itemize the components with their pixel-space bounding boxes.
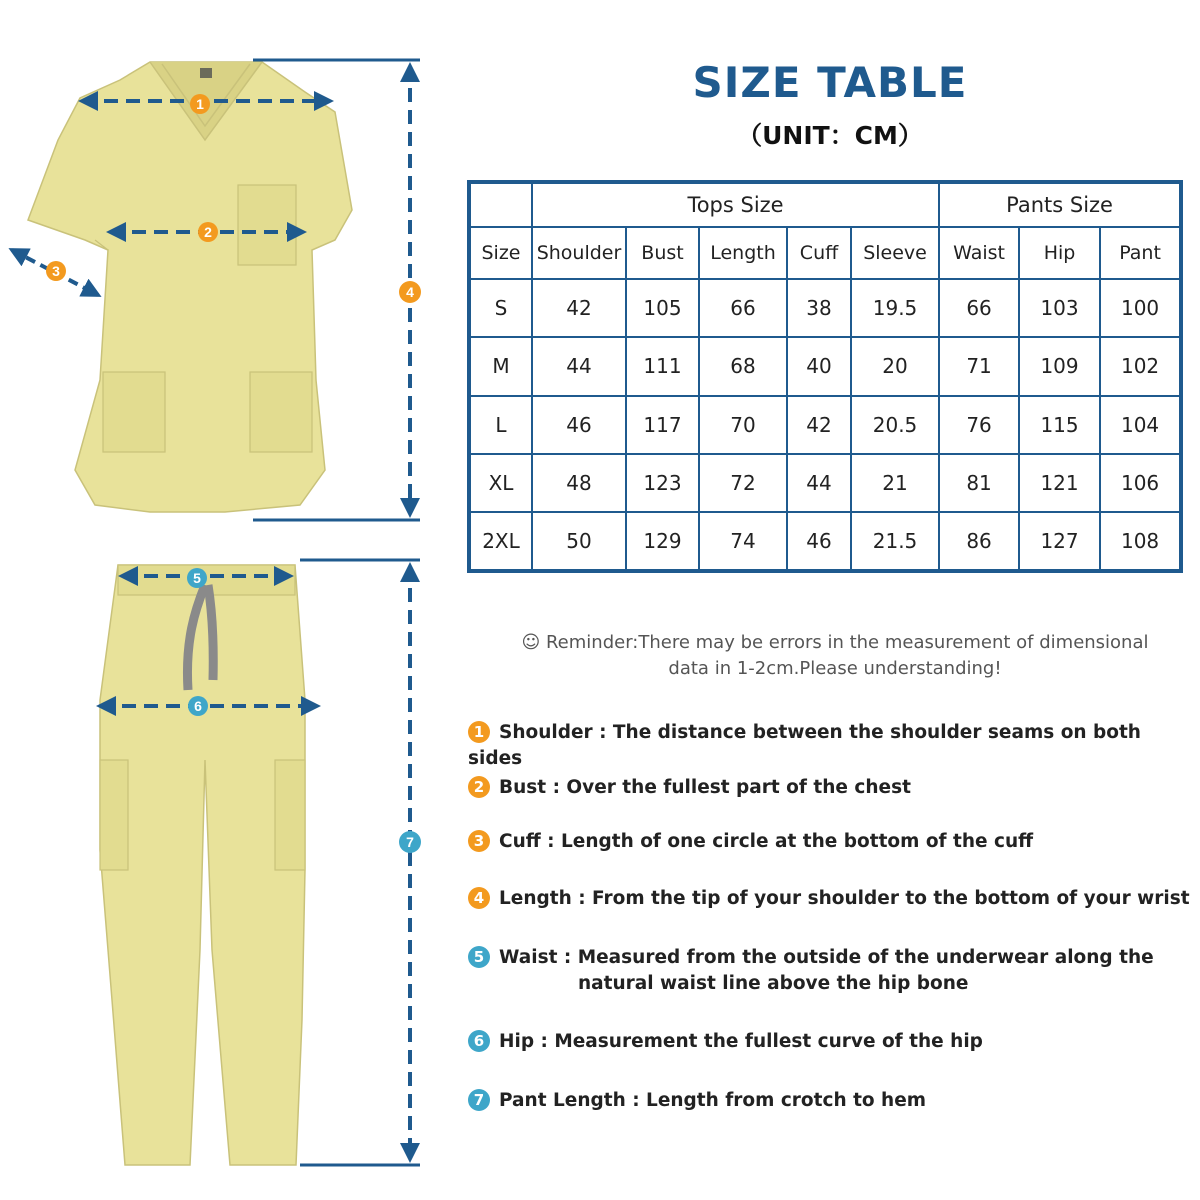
table-cell: 102 bbox=[1100, 337, 1181, 395]
number-badge-icon: 3 bbox=[468, 830, 490, 852]
table-cell: 115 bbox=[1019, 396, 1100, 454]
table-cell: 100 bbox=[1100, 279, 1181, 337]
column-header: Sleeve bbox=[851, 227, 939, 279]
table-cell: 20.5 bbox=[851, 396, 939, 454]
number-badge-icon: 5 bbox=[468, 946, 490, 968]
column-header: Length bbox=[699, 227, 787, 279]
note-text-continued: natural waist line above the hip bone bbox=[578, 973, 969, 994]
table-cell: 38 bbox=[787, 279, 851, 337]
note-length bbox=[468, 886, 1198, 912]
note-text: Cuff : Length of one circle at the bottom of the cuff bbox=[499, 831, 1034, 852]
column-header: Hip bbox=[1019, 227, 1100, 279]
table-row bbox=[469, 512, 1181, 571]
note-text: Waist : Measured from the outside of the underwear along the bbox=[499, 947, 1154, 968]
size-table bbox=[467, 180, 1183, 573]
table-cell: 127 bbox=[1019, 512, 1100, 571]
table-cell: 44 bbox=[787, 454, 851, 512]
number-badge-icon: 1 bbox=[468, 721, 490, 743]
table-cell: 123 bbox=[626, 454, 699, 512]
tops-size-header: Tops Size bbox=[532, 182, 939, 227]
smile-icon: ☺ bbox=[521, 632, 541, 653]
table-cell: 2XL bbox=[469, 512, 532, 571]
table-cell: 74 bbox=[699, 512, 787, 571]
svg-text:4: 4 bbox=[406, 284, 414, 300]
table-cell: 20 bbox=[851, 337, 939, 395]
note-bust bbox=[468, 775, 1198, 801]
note-text: Hip : Measurement the fullest curve of the hip bbox=[499, 1031, 983, 1052]
note-text: Pant Length : Length from crotch to hem bbox=[499, 1090, 927, 1111]
drawstring-right bbox=[208, 585, 213, 680]
note-pant-length bbox=[468, 1088, 1198, 1114]
scrub-top-image bbox=[28, 62, 352, 512]
label-tag bbox=[200, 68, 212, 78]
svg-text:7: 7 bbox=[406, 834, 414, 850]
table-cell: 48 bbox=[532, 454, 626, 512]
column-header: Pant bbox=[1100, 227, 1181, 279]
table-cell: 21.5 bbox=[851, 512, 939, 571]
table-cell: 76 bbox=[939, 396, 1019, 454]
svg-text:1: 1 bbox=[196, 96, 204, 112]
note-text: Shoulder : The distance between the shoulder seams on both sides bbox=[468, 722, 1141, 769]
table-row bbox=[469, 337, 1181, 395]
table-cell: 66 bbox=[939, 279, 1019, 337]
table-cell: 121 bbox=[1019, 454, 1100, 512]
scrub-pants-image bbox=[100, 565, 305, 1165]
reminder-note bbox=[490, 630, 1180, 682]
table-cell: 105 bbox=[626, 279, 699, 337]
table-cell: 19.5 bbox=[851, 279, 939, 337]
table-cell: 42 bbox=[787, 396, 851, 454]
svg-text:2: 2 bbox=[204, 224, 212, 240]
table-cell: 46 bbox=[532, 396, 626, 454]
table-cell: 108 bbox=[1100, 512, 1181, 571]
table-row bbox=[469, 396, 1181, 454]
table-row bbox=[469, 454, 1181, 512]
pant-length-measure bbox=[300, 560, 420, 1165]
column-header: Cuff bbox=[787, 227, 851, 279]
note-waist bbox=[468, 945, 1198, 997]
table-cell: 70 bbox=[699, 396, 787, 454]
table-cell: 46 bbox=[787, 512, 851, 571]
number-badge-icon: 4 bbox=[468, 887, 490, 909]
table-row bbox=[469, 279, 1181, 337]
table-cell: 21 bbox=[851, 454, 939, 512]
table-cell: 50 bbox=[532, 512, 626, 571]
number-badge-icon: 2 bbox=[468, 776, 490, 798]
table-cell: 106 bbox=[1100, 454, 1181, 512]
note-cuff bbox=[468, 829, 1198, 855]
reminder-line-1: Reminder:There may be errors in the measurement of dimensional bbox=[545, 632, 1149, 653]
table-cell: 68 bbox=[699, 337, 787, 395]
page-title: SIZE TABLE bbox=[692, 58, 968, 107]
marker-3 bbox=[46, 261, 66, 281]
table-cell: 44 bbox=[532, 337, 626, 395]
table-cell: 81 bbox=[939, 454, 1019, 512]
svg-text:6: 6 bbox=[194, 698, 202, 714]
table-corner bbox=[469, 182, 532, 227]
table-cell: XL bbox=[469, 454, 532, 512]
table-cell: 104 bbox=[1100, 396, 1181, 454]
svg-text:5: 5 bbox=[193, 570, 201, 586]
table-cell: 71 bbox=[939, 337, 1019, 395]
marker-7 bbox=[399, 831, 421, 853]
marker-6 bbox=[188, 696, 208, 716]
note-text: Bust : Over the fullest part of the chest bbox=[499, 777, 911, 798]
marker-1 bbox=[190, 94, 210, 114]
column-header: Waist bbox=[939, 227, 1019, 279]
reminder-line-2: data in 1-2cm.Please understanding! bbox=[668, 658, 1002, 679]
note-shoulder bbox=[468, 720, 1198, 772]
table-cell: 129 bbox=[626, 512, 699, 571]
column-header: Shoulder bbox=[532, 227, 626, 279]
table-cell: L bbox=[469, 396, 532, 454]
table-cell: 109 bbox=[1019, 337, 1100, 395]
number-badge-icon: 6 bbox=[468, 1030, 490, 1052]
table-cell: 117 bbox=[626, 396, 699, 454]
table-cell: 72 bbox=[699, 454, 787, 512]
table-cell: 103 bbox=[1019, 279, 1100, 337]
column-header: Size bbox=[469, 227, 532, 279]
table-cell: S bbox=[469, 279, 532, 337]
table-cell: 111 bbox=[626, 337, 699, 395]
unit-label: （UNIT：CM） bbox=[737, 121, 923, 150]
svg-text:3: 3 bbox=[52, 263, 60, 279]
marker-5 bbox=[187, 568, 207, 588]
table-cell: 66 bbox=[699, 279, 787, 337]
table-cell: 40 bbox=[787, 337, 851, 395]
marker-2 bbox=[198, 222, 218, 242]
number-badge-icon: 7 bbox=[468, 1089, 490, 1111]
pants-size-header: Pants Size bbox=[939, 182, 1181, 227]
note-hip bbox=[468, 1029, 1198, 1055]
note-text: Length : From the tip of your shoulder to the bottom of your wrist bbox=[499, 888, 1190, 909]
table-cell: M bbox=[469, 337, 532, 395]
garment-illustration bbox=[0, 0, 460, 1200]
column-header: Bust bbox=[626, 227, 699, 279]
marker-4 bbox=[399, 281, 421, 303]
table-cell: 42 bbox=[532, 279, 626, 337]
table-cell: 86 bbox=[939, 512, 1019, 571]
